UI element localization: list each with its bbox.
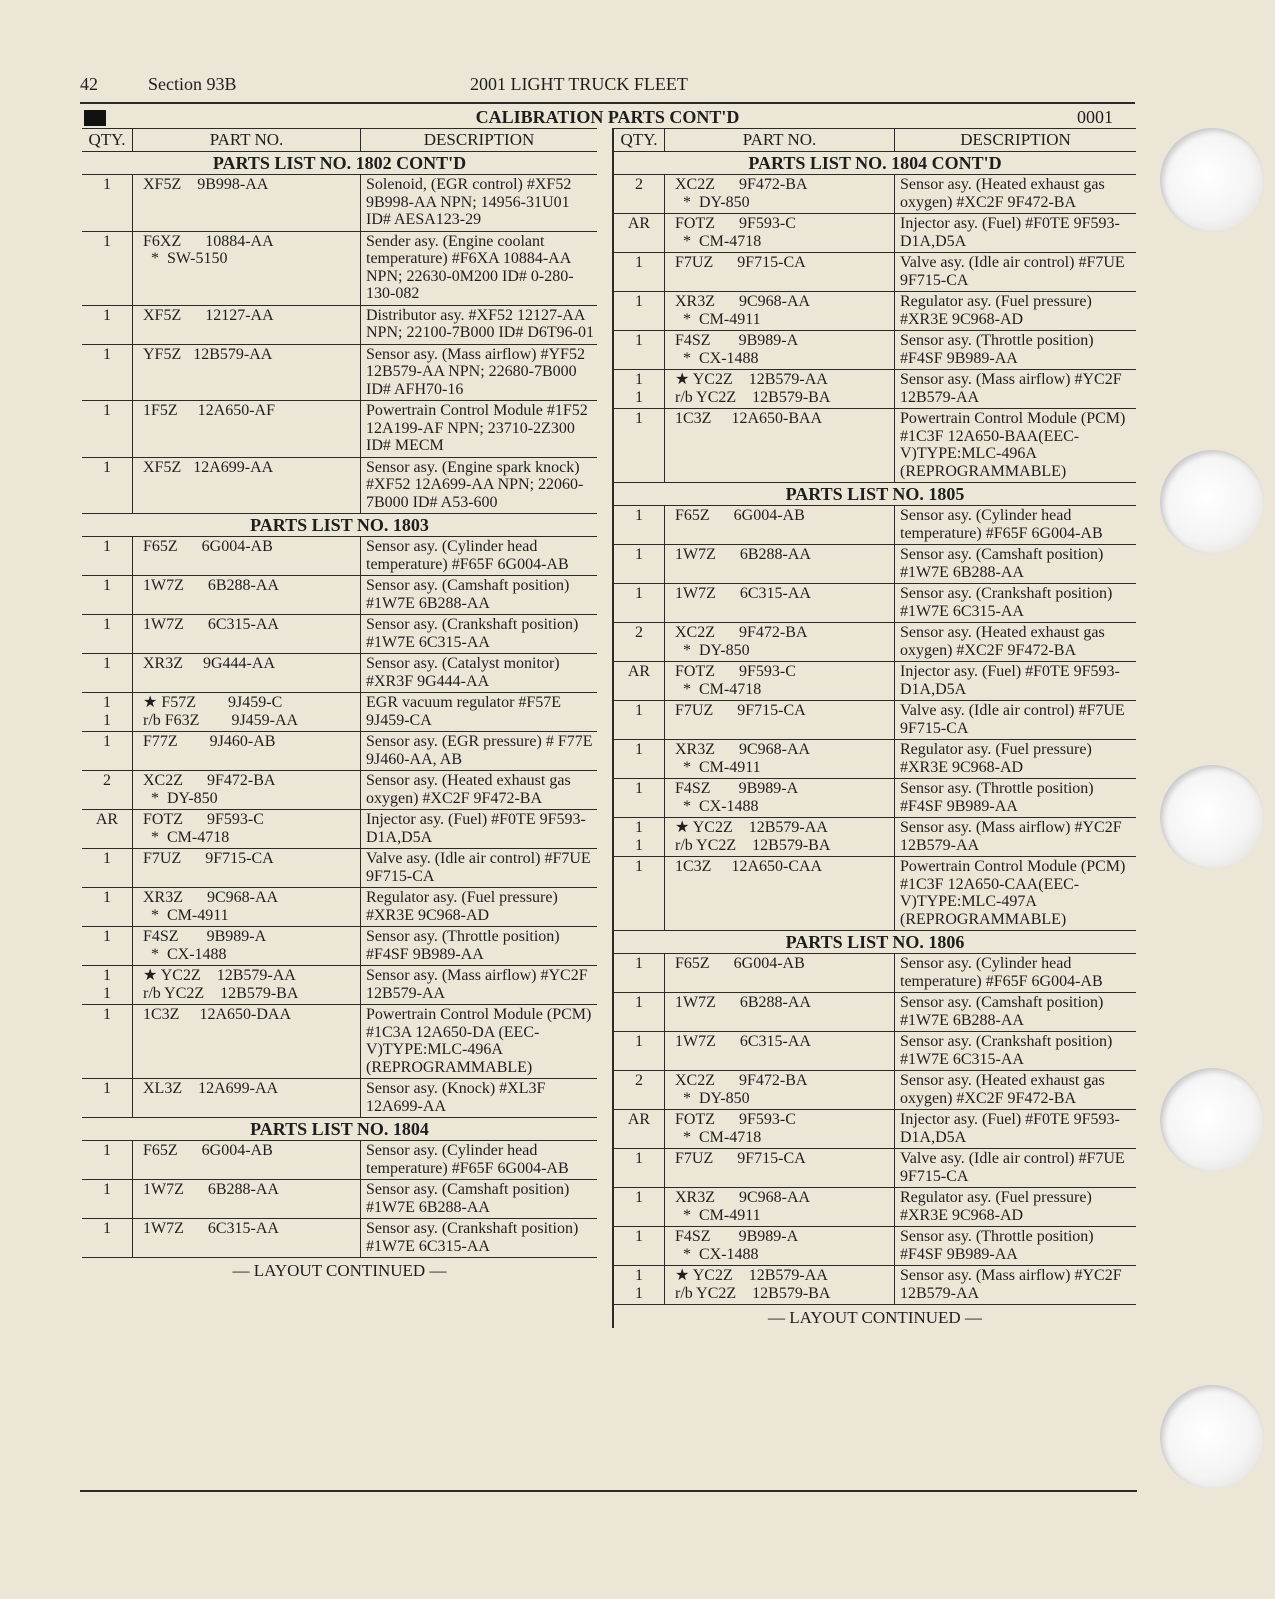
part-row <box>614 662 1136 701</box>
part-number-cell: ★ YC2Z 12B579-AA r/b YC2Z 12B579-BA <box>664 1266 894 1304</box>
part-row <box>82 1141 597 1180</box>
parts-list-title-text: PARTS LIST NO. 1804 CONT'D <box>748 153 1002 173</box>
part-row <box>82 771 597 810</box>
part-number-cell: F65Z 6G004-AB <box>664 954 894 992</box>
qty-cell: AR <box>627 215 651 232</box>
part-row <box>614 1110 1136 1149</box>
part-row <box>614 214 1136 253</box>
description-cell: Sensor asy. (Crankshaft position) #1W7E 6C315-AA <box>894 1032 1136 1070</box>
banner-code: 0001 <box>1077 107 1113 127</box>
part-number-cell: XC2Z 9F472-BA * DY-850 <box>664 623 894 661</box>
qty-cell: 1 <box>635 293 643 310</box>
description-cell: Powertrain Control Module (PCM) #1C3A 12A650-DA (EEC-V)TYPE:MLC-496A (REPROGRAMMABLE) <box>360 1005 597 1078</box>
part-number-cell: XC2Z 9F472-BA * DY-850 <box>664 1071 894 1109</box>
qty-cell: 2 <box>635 176 643 193</box>
description-cell: Sensor asy. (Throttle position) #F4SF 9B989-AA <box>894 1227 1136 1265</box>
description-cell: Regulator asy. (Fuel pressure) #XR3E 9C968-AD <box>894 1188 1136 1226</box>
parts-list-title-text: PARTS LIST NO. 1806 <box>785 932 965 952</box>
part-number-cell: FOTZ 9F593-C * CM-4718 <box>664 662 894 700</box>
part-number-cell: 1W7Z 6B288-AA <box>132 576 360 614</box>
qty-cell: 1 <box>103 733 111 750</box>
description-cell: Valve asy. (Idle air control) #F7UE 9F715-CA <box>360 849 597 887</box>
qty-cell: 1 <box>635 1150 643 1167</box>
part-row <box>614 623 1136 662</box>
part-row <box>82 810 597 849</box>
column-headers <box>82 128 597 152</box>
part-row <box>614 701 1136 740</box>
part-row <box>82 1180 597 1219</box>
part-number-cell: XR3Z 9C968-AA * CM-4911 <box>664 292 894 330</box>
part-row <box>82 1079 597 1118</box>
description-cell: Sensor asy. (Crankshaft position) #1W7E 6C315-AA <box>360 1219 597 1257</box>
part-number-cell: F4SZ 9B989-A * CX-1488 <box>132 927 360 965</box>
description-cell: Sensor asy. (Mass airflow) #YF52 12B579-AA NPN; 22680-7B000 ID# AFH70-16 <box>360 345 597 401</box>
part-row <box>82 966 597 1005</box>
description-cell: Injector asy. (Fuel) #F0TE 9F593-D1A,D5A <box>894 1110 1136 1148</box>
parts-list-title <box>82 152 597 175</box>
part-row <box>614 1266 1136 1305</box>
part-number-cell: XC2Z 9F472-BA * DY-850 <box>664 175 894 213</box>
section-label: Section 93B <box>148 74 237 94</box>
description-cell: Valve asy. (Idle air control) #F7UE 9F715-CA <box>894 1149 1136 1187</box>
part-row <box>614 292 1136 331</box>
part-row <box>82 654 597 693</box>
qty-cell: 1 <box>103 232 111 250</box>
part-number-cell: FOTZ 9F593-C * CM-4718 <box>664 214 894 252</box>
part-row <box>614 954 1136 993</box>
description-cell: Powertrain Control Module (PCM) #1C3F 12A650-BAA(EEC-V)TYPE:MLC-496A (REPROGRAMMABLE) <box>894 409 1136 482</box>
part-number-cell: 1C3Z 12A650-DAA <box>132 1005 360 1078</box>
part-number-cell: F6XZ 10884-AA * SW-5150 <box>132 232 360 305</box>
part-number-cell: F4SZ 9B989-A * CX-1488 <box>664 779 894 817</box>
part-number-cell: F65Z 6G004-AB <box>132 537 360 575</box>
description-cell: Sensor asy. (Mass airflow) #YC2F 12B579-AA <box>894 1266 1136 1304</box>
qty-cell: 1 <box>635 1228 643 1245</box>
part-number-cell: F7UZ 9F715-CA <box>132 849 360 887</box>
qty-cell: 1 <box>103 306 111 324</box>
part-row <box>614 779 1136 818</box>
binder-hole <box>1160 1385 1264 1489</box>
left-column <box>82 128 597 1281</box>
qty-cell: 1 <box>635 1189 643 1206</box>
part-number-cell: XF5Z 12A699-AA <box>132 458 360 514</box>
description-cell: Sensor asy. (Camshaft position) #1W7E 6B288-AA <box>894 545 1136 583</box>
qty-cell: 2 <box>635 1072 643 1089</box>
qty-cell: 1 <box>635 254 643 271</box>
binder-hole <box>1160 765 1264 869</box>
part-number-cell: 1W7Z 6B288-AA <box>132 1180 360 1218</box>
qty-cell: 1 1 <box>103 694 111 729</box>
parts-list-title <box>82 514 597 537</box>
description-cell: Sensor asy. (Heated exhaust gas oxygen) #XC2F 9F472-BA <box>894 175 1136 213</box>
part-no-header: PART NO. <box>132 129 360 151</box>
part-number-cell: F7UZ 9F715-CA <box>664 701 894 739</box>
part-row <box>614 506 1136 545</box>
description-cell: Sensor asy. (Knock) #XL3F 12A699-AA <box>360 1079 597 1117</box>
qty-cell: 1 <box>103 850 111 867</box>
part-row <box>614 253 1136 292</box>
qty-cell: 1 <box>103 1142 111 1159</box>
part-row <box>82 693 597 732</box>
part-number-cell: ★ YC2Z 12B579-AA r/b YC2Z 12B579-BA <box>664 818 894 856</box>
qty-cell: 1 <box>635 955 643 972</box>
part-no-header: PART NO. <box>664 129 894 151</box>
description-cell: Sensor asy. (Mass airflow) #YC2F 12B579-AA <box>894 370 1136 408</box>
part-row <box>614 545 1136 584</box>
part-row <box>82 1219 597 1258</box>
part-row <box>82 849 597 888</box>
part-row <box>614 857 1136 931</box>
part-row <box>614 1227 1136 1266</box>
qty-cell: 1 <box>635 585 643 602</box>
description-cell: Valve asy. (Idle air control) #F7UE 9F715-CA <box>894 701 1136 739</box>
part-number-cell: F7UZ 9F715-CA <box>664 253 894 291</box>
right-footer: — LAYOUT CONTINUED — <box>768 1308 982 1327</box>
description-cell: Valve asy. (Idle air control) #F7UE 9F715-CA <box>894 253 1136 291</box>
qty-cell: 1 <box>103 889 111 906</box>
parts-list-title-text: PARTS LIST NO. 1805 <box>785 484 965 504</box>
part-row <box>614 584 1136 623</box>
qty-cell: 1 <box>103 1181 111 1198</box>
part-number-cell: F65Z 6G004-AB <box>132 1141 360 1179</box>
part-row <box>82 175 597 232</box>
page-number: 42 <box>80 74 98 94</box>
description-cell: Sensor asy. (Throttle position) #F4SF 9B989-AA <box>894 779 1136 817</box>
qty-cell: 1 1 <box>635 1267 643 1302</box>
part-row <box>82 732 597 771</box>
part-row <box>614 409 1136 483</box>
description-cell: Sensor asy. (Cylinder head temperature) #F65F 6G004-AB <box>360 537 597 575</box>
part-number-cell: ★ YC2Z 12B579-AA r/b YC2Z 12B579-BA <box>132 966 360 1004</box>
part-row <box>82 232 597 306</box>
description-cell: Sensor asy. (Crankshaft position) #1W7E 6C315-AA <box>894 584 1136 622</box>
description-cell: Sensor asy. (Cylinder head temperature) #F65F 6G004-AB <box>894 954 1136 992</box>
qty-cell: 1 <box>103 176 111 193</box>
part-number-cell: 1C3Z 12A650-BAA <box>664 409 894 482</box>
header-rule <box>80 102 1135 104</box>
description-cell: Sensor asy. (Cylinder head temperature) #F65F 6G004-AB <box>360 1141 597 1179</box>
qty-cell: 1 <box>635 702 643 719</box>
part-number-cell: F4SZ 9B989-A * CX-1488 <box>664 1227 894 1265</box>
description-cell: Sensor asy. (Crankshaft position) #1W7E 6C315-AA <box>360 615 597 653</box>
description-header: DESCRIPTION <box>360 129 597 151</box>
qty-cell: 1 <box>103 616 111 633</box>
description-cell: Sensor asy. (Camshaft position) #1W7E 6B288-AA <box>360 1180 597 1218</box>
right-parts-body <box>614 152 1136 1305</box>
part-row <box>82 401 597 458</box>
qty-cell: 1 <box>103 458 111 476</box>
banner-title: CALIBRATION PARTS CONT'D <box>475 107 740 127</box>
part-row <box>82 345 597 402</box>
part-row <box>614 740 1136 779</box>
qty-cell: 1 <box>103 538 111 555</box>
qty-header: QTY. <box>620 130 658 149</box>
binder-hole <box>1160 128 1264 232</box>
description-cell: Powertrain Control Module (PCM) #1C3F 12A650-CAA(EEC-V)TYPE:MLC-497A (REPROGRAMMABLE) <box>894 857 1136 930</box>
part-row <box>614 331 1136 370</box>
description-cell: Distributor asy. #XF52 12127-AA NPN; 22100-7B000 ID# D6T96-01 <box>360 306 597 344</box>
part-number-cell: F77Z 9J460-AB <box>132 732 360 770</box>
part-row <box>614 1188 1136 1227</box>
binder-hole <box>1160 1068 1264 1172</box>
left-footer: — LAYOUT CONTINUED — <box>232 1261 447 1280</box>
parts-list-title <box>614 931 1136 954</box>
qty-cell: 1 <box>635 780 643 797</box>
parts-list-title <box>614 483 1136 506</box>
part-row <box>82 1005 597 1079</box>
binder-hole <box>1160 450 1264 554</box>
part-row <box>614 818 1136 857</box>
description-cell: Sensor asy. (Camshaft position) #1W7E 6B288-AA <box>360 576 597 614</box>
description-cell: Regulator asy. (Fuel pressure) #XR3E 9C968-AD <box>894 740 1136 778</box>
part-number-cell: 1C3Z 12A650-CAA <box>664 857 894 930</box>
qty-cell: AR <box>627 1111 651 1128</box>
part-number-cell: XR3Z 9C968-AA * CM-4911 <box>664 740 894 778</box>
qty-cell: AR <box>627 663 651 680</box>
description-cell: Sensor asy. (Throttle position) #F4SF 9B989-AA <box>894 331 1136 369</box>
qty-cell: 1 1 <box>635 819 643 854</box>
qty-cell: 1 <box>635 858 643 875</box>
qty-cell: 1 1 <box>635 371 643 406</box>
part-row <box>82 888 597 927</box>
qty-cell: 1 <box>103 655 111 672</box>
qty-cell: 1 <box>103 402 111 419</box>
parts-list-title <box>82 1118 597 1141</box>
description-cell: Injector asy. (Fuel) #F0TE 9F593-D1A,D5A <box>894 214 1136 252</box>
column-headers <box>614 128 1136 152</box>
part-row <box>82 576 597 615</box>
part-number-cell: FOTZ 9F593-C * CM-4718 <box>132 810 360 848</box>
document-title: 2001 LIGHT TRUCK FLEET <box>470 74 688 94</box>
description-cell: Regulator asy. (Fuel pressure) #XR3E 9C968-AD <box>894 292 1136 330</box>
description-cell: Injector asy. (Fuel) #F0TE 9F593-D1A,D5A <box>894 662 1136 700</box>
description-cell: Sensor asy. (Heated exhaust gas oxygen) #XC2F 9F472-BA <box>894 1071 1136 1109</box>
part-number-cell: XR3Z 9C968-AA * CM-4911 <box>664 1188 894 1226</box>
description-cell: Sensor asy. (Camshaft position) #1W7E 6B288-AA <box>894 993 1136 1031</box>
qty-cell: 1 <box>635 410 643 427</box>
right-column <box>612 128 1136 1328</box>
qty-cell: 2 <box>103 772 111 789</box>
qty-header: QTY. <box>88 130 126 149</box>
description-cell: Injector asy. (Fuel) #F0TE 9F593-D1A,D5A <box>360 810 597 848</box>
part-number-cell: XR3Z 9C968-AA * CM-4911 <box>132 888 360 926</box>
qty-cell: 1 1 <box>103 967 111 1002</box>
qty-cell: 1 <box>103 928 111 945</box>
description-cell: Regulator asy. (Fuel pressure) #XR3E 9C968-AD <box>360 888 597 926</box>
part-number-cell: F65Z 6G004-AB <box>664 506 894 544</box>
qty-cell: AR <box>95 811 119 828</box>
part-number-cell: ★ F57Z 9J459-C r/b F63Z 9J459-AA <box>132 693 360 731</box>
part-number-cell: F7UZ 9F715-CA <box>664 1149 894 1187</box>
part-number-cell: YF5Z 12B579-AA <box>132 345 360 401</box>
part-number-cell: 1W7Z 6C315-AA <box>132 1219 360 1257</box>
description-header: DESCRIPTION <box>894 129 1136 151</box>
parts-list-title-text: PARTS LIST NO. 1803 <box>250 515 429 535</box>
part-number-cell: ★ YC2Z 12B579-AA r/b YC2Z 12B579-BA <box>664 370 894 408</box>
bottom-rule <box>80 1490 1137 1492</box>
part-row <box>82 927 597 966</box>
part-row <box>614 1032 1136 1071</box>
description-cell: Sensor asy. (Mass airflow) #YC2F 12B579-AA <box>894 818 1136 856</box>
description-cell: Sensor asy. (Heated exhaust gas oxygen) #XC2F 9F472-BA <box>894 623 1136 661</box>
page-header <box>80 70 1135 100</box>
description-cell: Sensor asy. (Throttle position) #F4SF 9B989-AA <box>360 927 597 965</box>
parts-list-title <box>614 152 1136 175</box>
part-number-cell: 1W7Z 6B288-AA <box>664 993 894 1031</box>
description-cell: EGR vacuum regulator #F57E 9J459-CA <box>360 693 597 731</box>
part-row <box>82 537 597 576</box>
description-cell: Solenoid, (EGR control) #XF52 9B998-AA NPN; 14956-31U01 ID# AESA123-29 <box>360 175 597 231</box>
part-number-cell: XR3Z 9G444-AA <box>132 654 360 692</box>
part-number-cell: XF5Z 9B998-AA <box>132 175 360 231</box>
description-cell: Sensor asy. (Mass airflow) #YC2F 12B579-AA <box>360 966 597 1004</box>
description-cell: Sensor asy. (Engine spark knock) #XF52 12A699-AA NPN; 22060-7B000 ID# A53-600 <box>360 458 597 514</box>
qty-cell: 1 <box>103 1220 111 1237</box>
part-row <box>614 370 1136 409</box>
part-row <box>614 993 1136 1032</box>
part-row <box>614 1149 1136 1188</box>
part-row <box>82 458 597 515</box>
part-number-cell: XF5Z 12127-AA <box>132 306 360 344</box>
part-number-cell: XC2Z 9F472-BA * DY-850 <box>132 771 360 809</box>
description-cell: Sender asy. (Engine coolant temperature) #F6XA 10884-AA NPN; 22630-0M200 ID# 0-280-130-082 <box>360 232 597 305</box>
part-number-cell: 1W7Z 6B288-AA <box>664 545 894 583</box>
description-cell: Sensor asy. (Catalyst monitor) #XR3F 9G444-AA <box>360 654 597 692</box>
description-cell: Sensor asy. (EGR pressure) # F77E 9J460-AA, AB <box>360 732 597 770</box>
qty-cell: 1 <box>635 332 643 349</box>
qty-cell: 1 <box>103 1006 111 1023</box>
part-number-cell: 1W7Z 6C315-AA <box>664 584 894 622</box>
qty-cell: 1 <box>103 345 111 363</box>
qty-cell: 1 <box>635 1033 643 1050</box>
description-cell: Sensor asy. (Heated exhaust gas oxygen) #XC2F 9F472-BA <box>360 771 597 809</box>
qty-cell: 1 <box>635 994 643 1011</box>
part-number-cell: F4SZ 9B989-A * CX-1488 <box>664 331 894 369</box>
qty-cell: 2 <box>635 624 643 641</box>
description-cell: Powertrain Control Module #1F52 12A199-AF NPN; 23710-2Z300 ID# MECM <box>360 401 597 457</box>
qty-cell: 1 <box>635 741 643 758</box>
qty-cell: 1 <box>103 577 111 594</box>
left-parts-body <box>82 152 597 1258</box>
qty-cell: 1 <box>103 1080 111 1097</box>
qty-cell: 1 <box>635 507 643 524</box>
description-cell: Sensor asy. (Cylinder head temperature) #F65F 6G004-AB <box>894 506 1136 544</box>
part-number-cell: 1W7Z 6C315-AA <box>664 1032 894 1070</box>
part-number-cell: 1F5Z 12A650-AF <box>132 401 360 457</box>
part-number-cell: FOTZ 9F593-C * CM-4718 <box>664 1110 894 1148</box>
parts-list-title-text: PARTS LIST NO. 1802 CONT'D <box>212 153 467 173</box>
parts-list-title-text: PARTS LIST NO. 1804 <box>250 1119 429 1139</box>
part-row <box>614 1071 1136 1110</box>
part-number-cell: 1W7Z 6C315-AA <box>132 615 360 653</box>
part-row <box>82 615 597 654</box>
part-number-cell: XL3Z 12A699-AA <box>132 1079 360 1117</box>
part-row <box>82 306 597 345</box>
qty-cell: 1 <box>635 546 643 563</box>
part-row <box>614 175 1136 214</box>
